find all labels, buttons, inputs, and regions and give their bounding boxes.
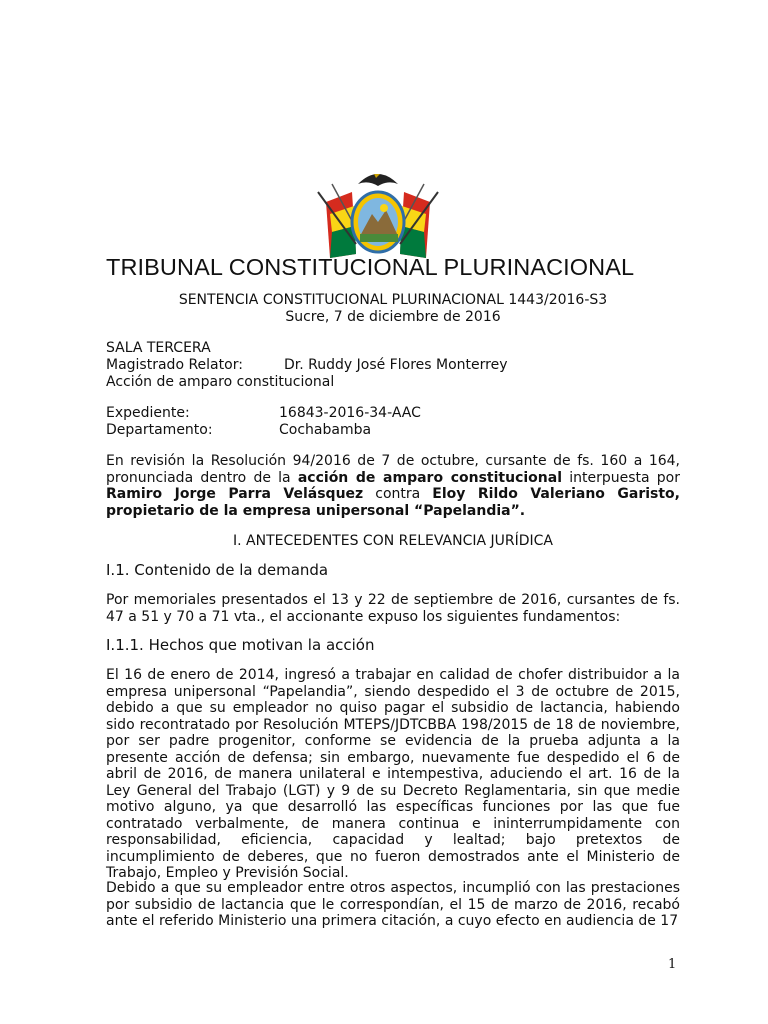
departamento-value: Cochabamba bbox=[279, 422, 372, 438]
demand-paragraph: Por memoriales presentados el 13 y 22 de septiembre de 2016, cursantes de fs. 47 a 51 y 70 a 71 vta., el accionante expuso los siguientes fundamentos: bbox=[106, 592, 680, 625]
page-number: 1 bbox=[668, 957, 677, 972]
sentence-number: SENTENCIA CONSTITUCIONAL PLURINACIONAL 1443/2016-S3 bbox=[178, 292, 608, 308]
place-date: Sucre, 7 de diciembre de 2016 bbox=[285, 309, 501, 325]
departamento-label: Departamento: bbox=[106, 422, 213, 438]
magistrado-label: Magistrado Relator: bbox=[106, 357, 243, 373]
subsubsection-heading: I.1.1. Hechos que motivan la acción bbox=[106, 636, 375, 654]
accion-type: Acción de amparo constitucional bbox=[106, 374, 335, 390]
court-name: TRIBUNAL CONSTITUCIONAL PLURINACIONAL bbox=[106, 254, 635, 280]
sala: SALA TERCERA bbox=[106, 340, 211, 356]
intro-paragraph: En revisión la Resolución 94/2016 de 7 de octubre, cursante de fs. 160 a 164, pronunciada dentro de la acción de amparo constitucional interpuesta por Ramiro Jorge Parra Velásquez contra Eloy Rildo Valeriano Garisto, propietario de la empresa unipersonal “Papelandia”. bbox=[106, 453, 681, 519]
facts-paragraph-1: El 16 de enero de 2014, ingresó a trabajar en calidad de chofer distribuidor a la empresa unipersonal “Papelandia”, siendo despedido el 3 de octubre de 2015, debido a que su empleador no quiso pagar el subsidio de lactancia, habiendo sido recontratado por Resolución MTEPS/JDTCBBA 198/2015 de 18 de noviembre, por ser padre progenitor, conforme se evidencia de la prueba adjunta a la presente acción de defensa; sin embargo, nuevamente fue despedido el 6 de abril de 2016, de manera unilateral e intempestiva, aduciendo el art. 16 de la Ley General del Trabajo (LGT) y 9 de su Decreto Reglamentaria, sin que medie motivo alguno, ya que desarrolló las específicas funciones por las que fue contratado verbalmente, de manera continua e ininterrumpidamente con responsabilidad, eficiencia, capacidad y lealtad; bajo pretextos de incumplimiento de deberes, que no fueron demostrados ante el Ministerio de Trabajo, Empleo y Previsión Social. bbox=[106, 667, 680, 881]
expediente-value: 16843-2016-34-AAC bbox=[279, 405, 421, 421]
magistrado-value: Dr. Ruddy José Flores Monterrey bbox=[284, 357, 508, 373]
facts-paragraph-2: Debido a que su empleador entre otros aspectos, incumplió con las prestaciones por subsidio de lactancia que le correspondían, el 15 de marzo de 2016, recabó ante el referido Ministerio una primera citación, a cuyo efecto en audiencia de 17 bbox=[106, 880, 680, 929]
section-title: I. ANTECEDENTES CON RELEVANCIA JURÍDICA bbox=[232, 533, 554, 549]
expediente-label: Expediente: bbox=[106, 405, 190, 421]
subsection-heading: I.1. Contenido de la demanda bbox=[106, 561, 329, 579]
bolivia-coat-of-arms-icon bbox=[312, 162, 444, 262]
